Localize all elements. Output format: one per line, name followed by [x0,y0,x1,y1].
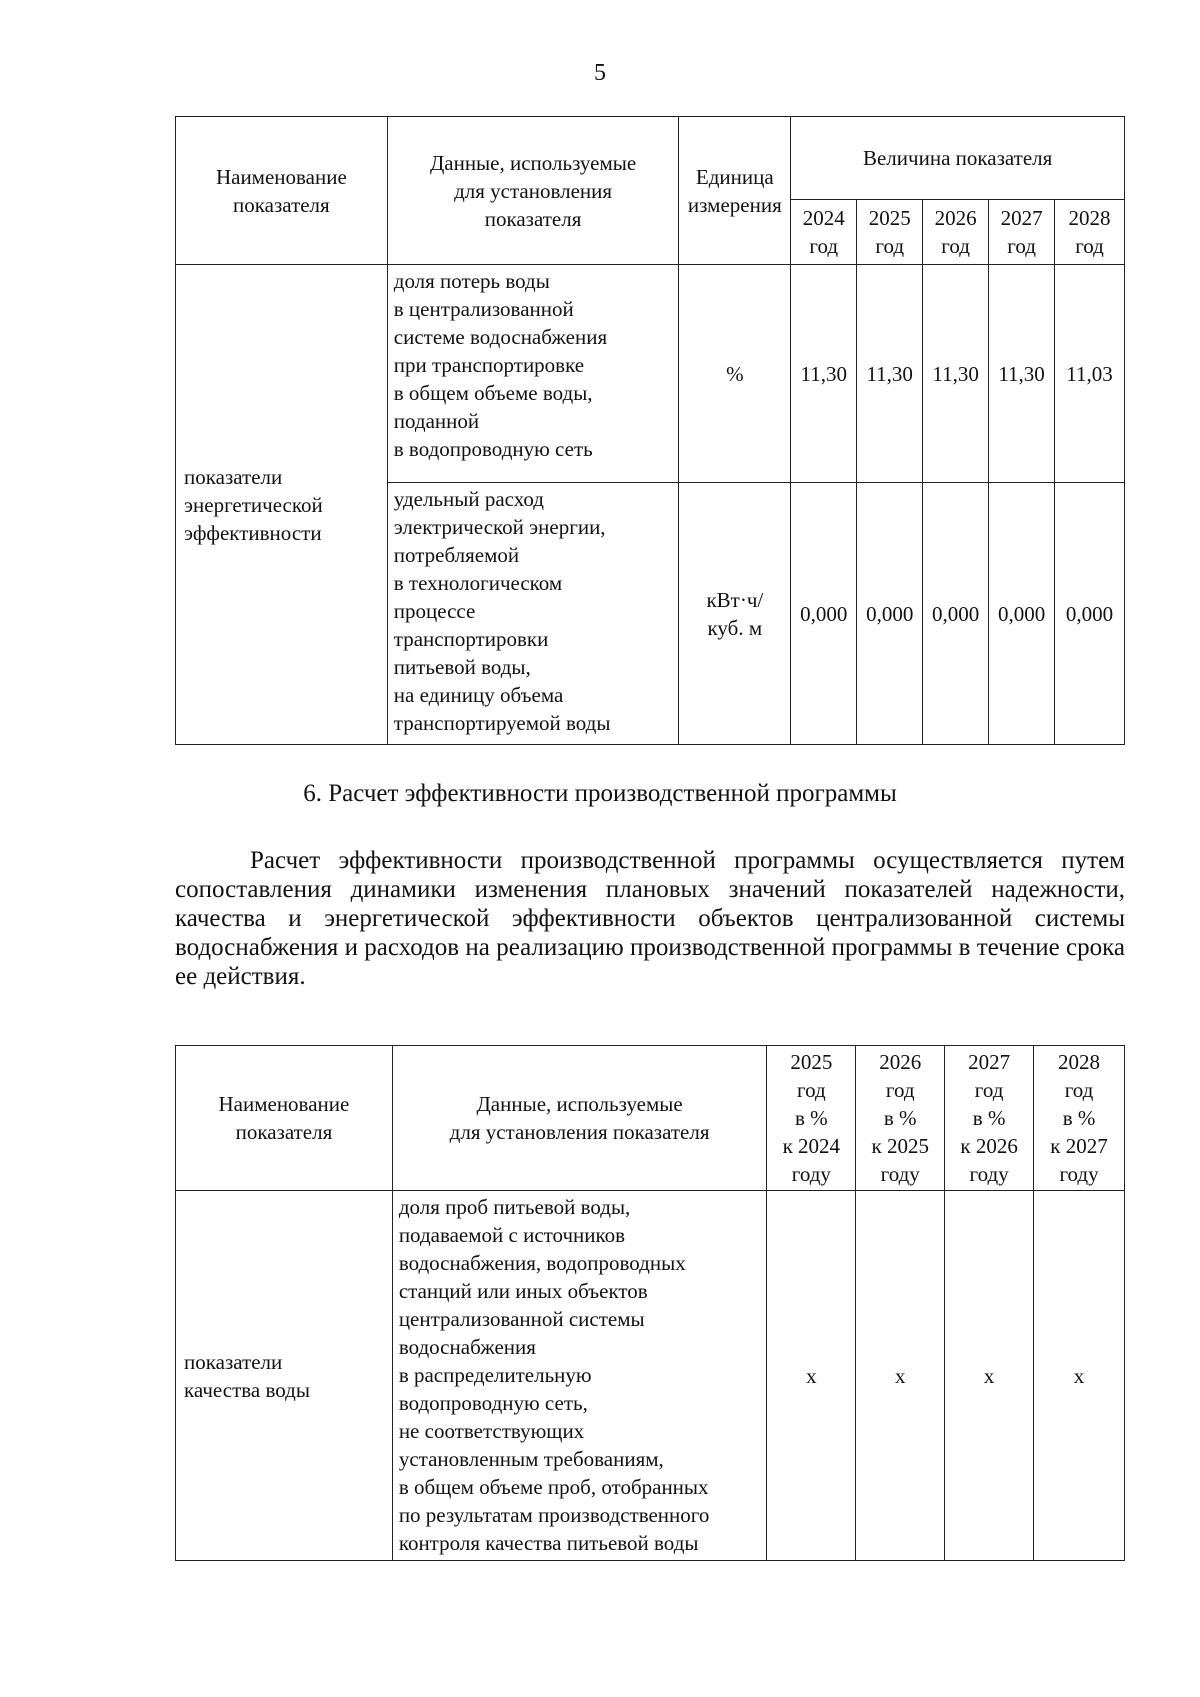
table-row [176,265,1125,483]
section-title: 6. Расчет эффективности производственной программы [303,780,897,807]
quality-table [175,1045,1125,1561]
header-indicator-name: Наименование показателя [176,117,388,265]
indicator-value: 11,30 [857,265,923,483]
header-indicator-data: Данные, используемые для установления показателя [392,1046,767,1191]
indicator-value: 11,30 [791,265,857,483]
header-year: 2026 год [923,200,989,265]
indicator-data: удельный расход электрической энергии, потребляемой в технологическом процессе транспортировки питьевой воды, на единицу объема транспортируемой воды [387,483,679,745]
header-value: Величина показателя [791,117,1125,200]
header-indicator-name: Наименование показателя [176,1046,393,1191]
indicator-data: доля потерь воды в централизованной системе водоснабжения при транспортировке в общем объеме воды, поданной в водопроводную сеть [387,265,679,483]
header-year: 2027 год [989,200,1055,265]
indicator-value: 0,000 [791,483,857,745]
group-name: показатели энергетической эффективности [176,265,388,745]
indicator-data: доля проб питьевой воды, подаваемой с источников водоснабжения, водопроводных станций или иных объектов централизованной системы водоснабжения в распределительную водопроводную сеть, не соответствующих установленным требованиям, в общем объеме проб, отобранных по результатам производственного контроля качества питьевой воды [392,1191,767,1561]
indicator-value: 0,000 [857,483,923,745]
header-year: 2024 год [791,200,857,265]
header-unit: Единица измерения [679,117,791,265]
indicator-name: показатели качества воды [176,1191,393,1561]
indicator-value: 11,30 [989,265,1055,483]
indicator-value: х [945,1191,1034,1561]
indicator-unit: % [679,265,791,483]
header-period: 2025 год в % к 2024 году [767,1046,856,1191]
section-paragraph: Расчет эффективности производственной программы осуществляется путем сопоставления динамики изменения плановых значений показателей надежности, качества и энергетической эффективности объектов централизованной системы водоснабжения и расходов на реализацию производственной программы в течение срока ее действия. [175,847,1125,990]
indicator-value: 0,000 [923,483,989,745]
header-year: 2025 год [857,200,923,265]
energy-efficiency-table [175,116,1125,745]
indicator-value: х [767,1191,856,1561]
indicator-value: х [1034,1191,1125,1561]
header-period: 2027 год в % к 2026 году [945,1046,1034,1191]
header-period: 2028 год в % к 2027 году [1034,1046,1125,1191]
indicator-value: 0,000 [1055,483,1125,745]
indicator-value: 11,30 [923,265,989,483]
indicator-value: 0,000 [989,483,1055,745]
indicator-value: х [856,1191,945,1561]
table-row [176,1191,1125,1561]
indicator-value: 11,03 [1055,265,1125,483]
indicator-unit: кВт·ч/ куб. м [679,483,791,745]
header-indicator-data: Данные, используемые для установления показателя [387,117,679,265]
header-year: 2028 год [1055,200,1125,265]
header-period: 2026 год в % к 2025 году [856,1046,945,1191]
page-number: 5 [594,60,606,86]
